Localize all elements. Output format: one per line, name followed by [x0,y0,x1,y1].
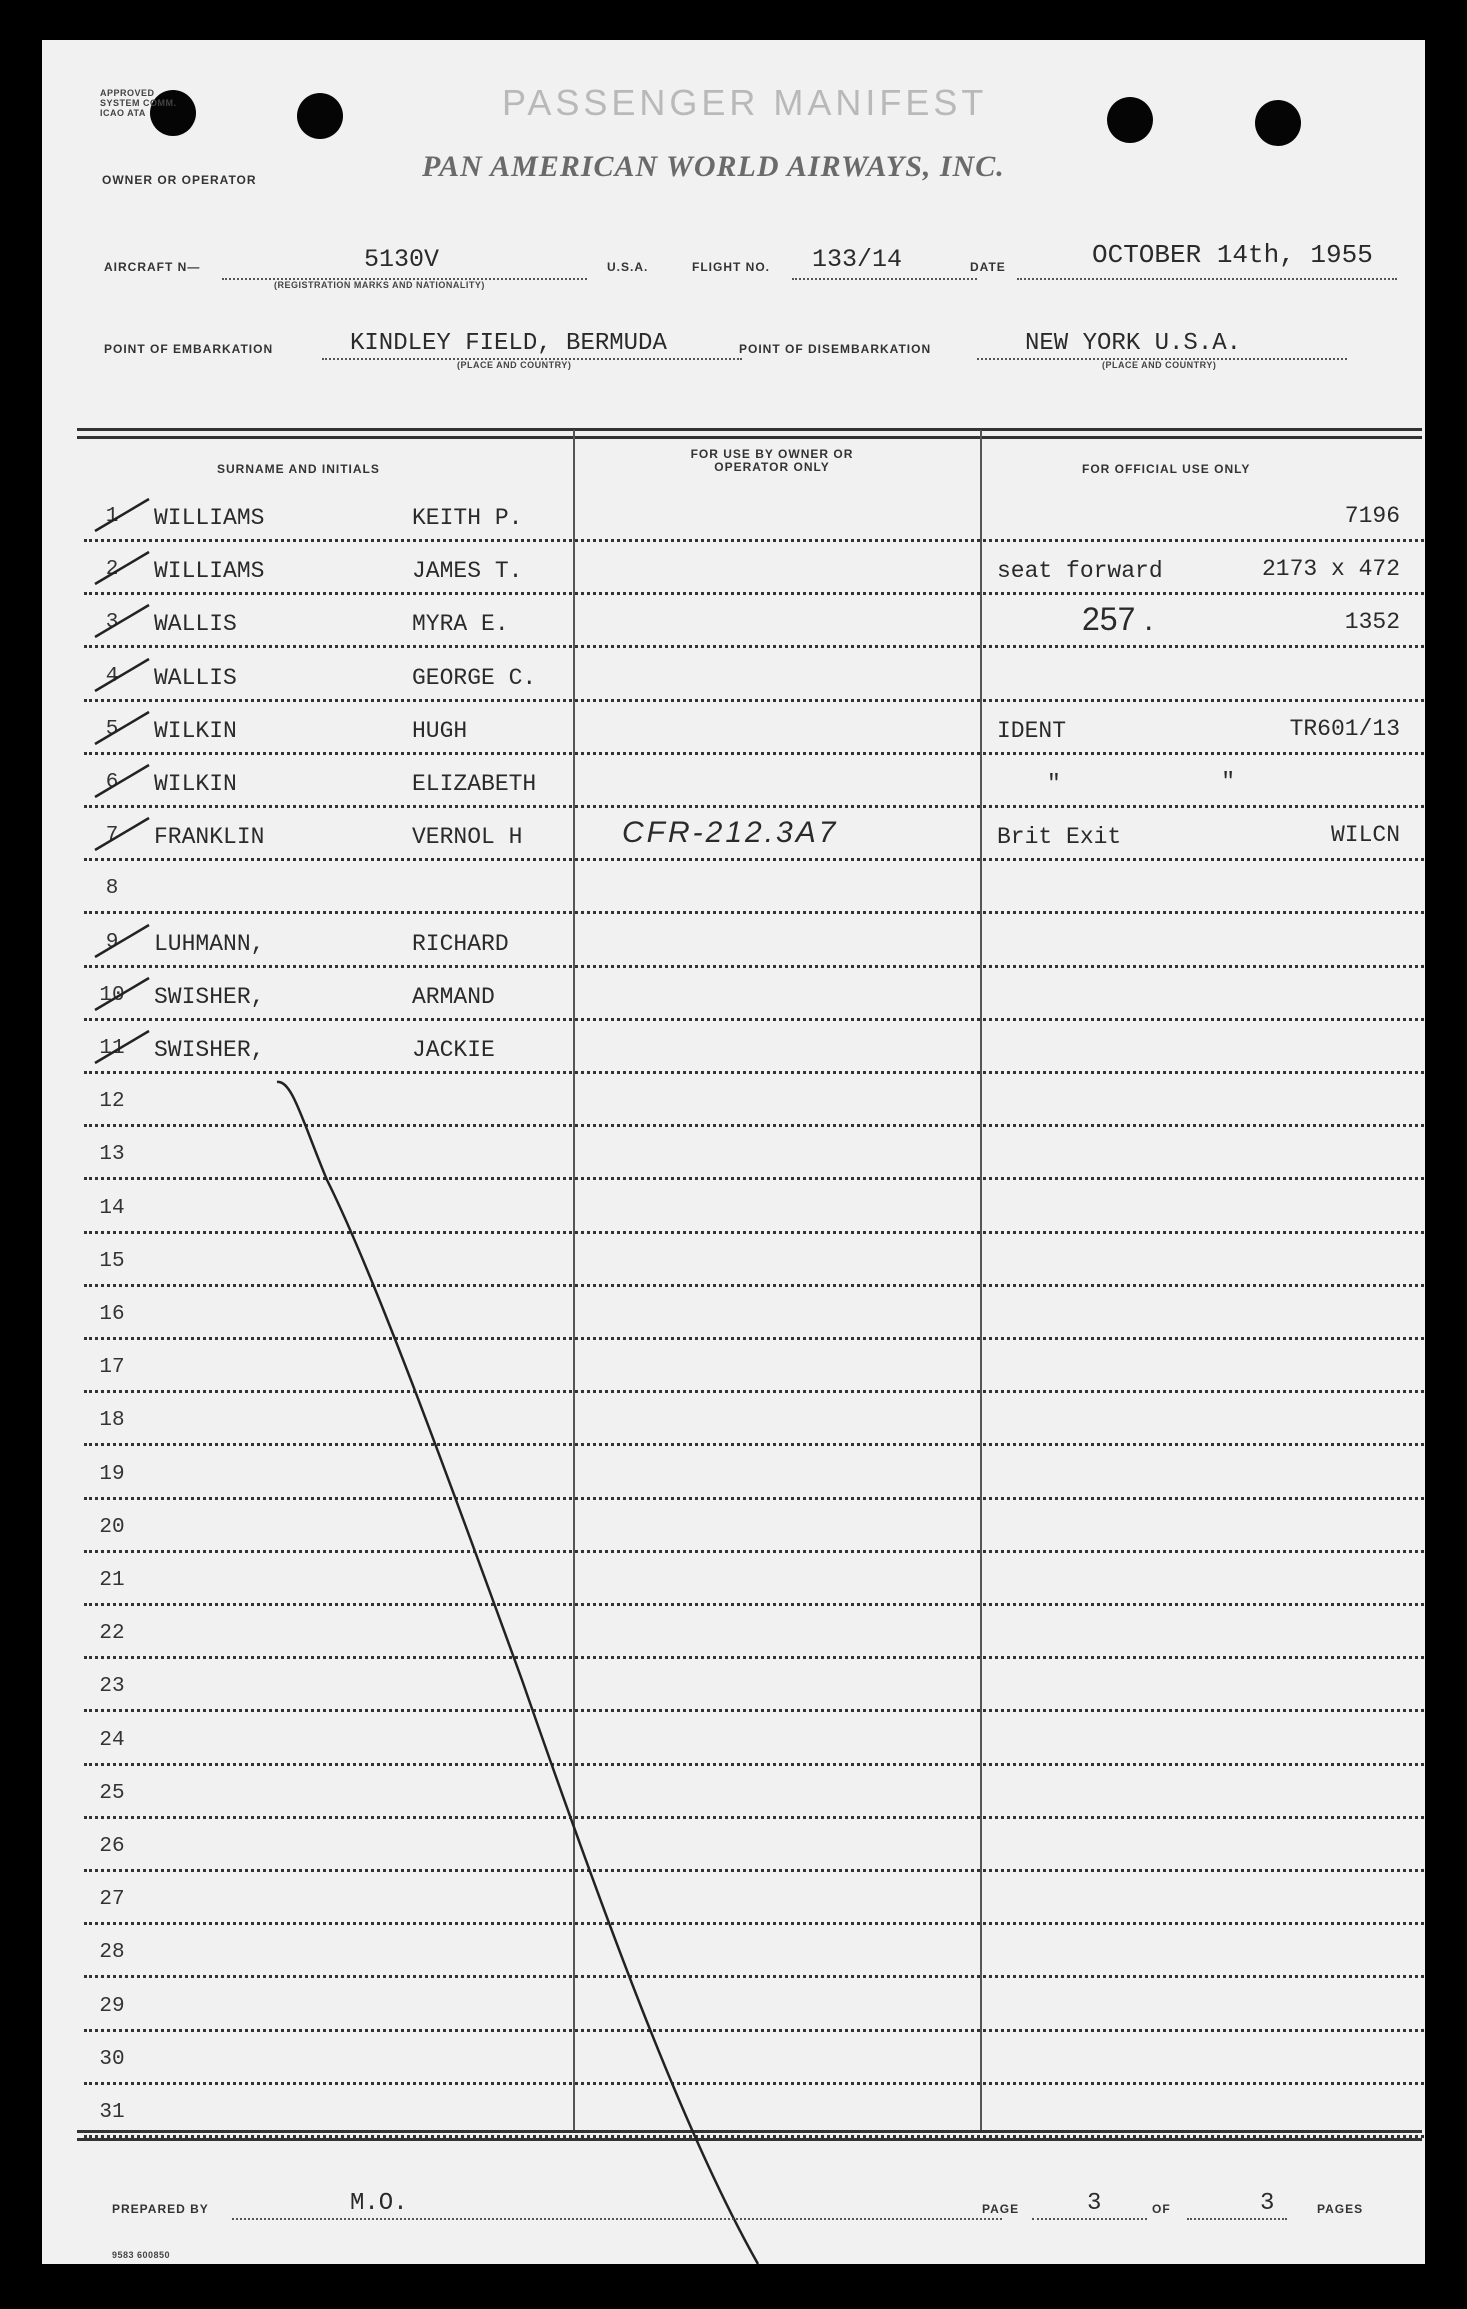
passenger-surname: SWISHER, [154,1037,265,1063]
row-number: 5 [105,718,119,741]
row-number: 4 [105,665,119,688]
official-note-right: WILCN [1330,822,1400,848]
void-strike-line [42,40,1425,2264]
row-number: 21 [99,1569,125,1592]
row-number: 17 [99,1356,125,1379]
disembark-place-caption: (PLACE AND COUNTRY) [1102,360,1217,370]
row-number: 8 [105,877,119,900]
row-number: 10 [99,984,125,1007]
row-number: 16 [99,1303,125,1326]
embark-place-caption: (PLACE AND COUNTRY) [457,360,572,370]
disembarkation-label: POINT OF DISEMBARKATION [739,342,932,356]
passenger-surname: FRANKLIN [154,824,265,850]
owner-column-header: FOR USE BY OWNER OR OPERATOR ONLY [690,447,854,474]
row-number: 15 [99,1250,125,1273]
passenger-initials: ELIZABETH [412,771,537,797]
form-title: PASSENGER MANIFEST [502,82,988,123]
of-label: OF [1152,2202,1171,2216]
flight-date: OCTOBER 14th, 1955 [1092,240,1373,270]
row-number: 23 [99,1675,125,1698]
flight-number: 133/14 [812,245,903,274]
passenger-surname: LUHMANN, [154,931,265,957]
row-number: 30 [99,2048,125,2071]
passenger-initials: RICHARD [412,931,509,957]
usa-label: U.S.A. [607,260,649,274]
passenger-surname: SWISHER, [154,984,265,1010]
row-number: 6 [105,771,119,794]
passenger-initials: GEORGE C. [412,665,537,691]
total-pages: 3 [1260,2190,1275,2217]
official-note-right: TR601/13 [1289,716,1400,742]
row-number: 13 [99,1143,125,1166]
page-label: PAGE [982,2202,1020,2216]
official-note-right: 2173 x 472 [1261,556,1400,582]
official-note-left: " [1047,771,1061,797]
row-number: 25 [99,1782,125,1805]
official-note-right: 7196 [1344,503,1400,529]
embarkation-label: POINT OF EMBARKATION [104,342,274,356]
row-number: 27 [99,1888,125,1911]
passenger-initials: VERNOL H [412,824,523,850]
row-number: 2 [105,558,119,581]
row-number: 3 [105,611,119,634]
row-number: 7 [105,824,119,847]
row-number: 14 [99,1197,125,1220]
embarkation-point: KINDLEY FIELD, BERMUDA [350,330,667,357]
row-number: 18 [99,1409,125,1432]
passenger-surname: WILLIAMS [154,558,265,584]
official-note-left: IDENT [997,718,1067,744]
passenger-surname: WILKIN [154,771,237,797]
row-number: 26 [99,1835,125,1858]
prepared-by-value: M.O. [350,2190,408,2217]
official-note-left: seat forward [997,558,1163,584]
passenger-surname: WALLIS [154,611,237,637]
page-number: 3 [1087,2190,1102,2217]
form-approval-code: APPROVED SYSTEM COMM. ICAO ATA [100,88,177,118]
passenger-surname: WILLIAMS [154,505,265,531]
flight-no-label: FLIGHT NO. [692,260,770,274]
pages-label: PAGES [1317,2202,1364,2216]
operator-note: CFR-212.3A7 [622,816,839,849]
official-note-right: 1352 [1344,609,1400,635]
row-number: 19 [99,1463,125,1486]
row-number: 28 [99,1941,125,1964]
aircraft-label: AIRCRAFT N— [104,260,201,274]
disembarkation-point: NEW YORK U.S.A. [1025,330,1242,357]
row-number: 29 [99,1995,125,2018]
row-number: 20 [99,1516,125,1539]
row-number: 31 [99,2101,125,2124]
company-name: PAN AMERICAN WORLD AIRWAYS, INC. [422,150,1005,183]
date-label: DATE [970,260,1006,274]
form-number: 9583 600850 [112,2250,171,2260]
passenger-initials: MYRA E. [412,611,509,637]
passenger-initials: JACKIE [412,1037,495,1063]
row-number: 9 [105,931,119,954]
row-number: 1 [105,505,119,528]
prepared-by-label: PREPARED BY [112,2202,209,2216]
registration-caption: (REGISTRATION MARKS AND NATIONALITY) [274,280,485,290]
row-number: 22 [99,1622,125,1645]
aircraft-number: 5130V [364,245,440,274]
passenger-initials: ARMAND [412,984,495,1010]
row-number: 11 [99,1037,125,1060]
manifest-sheet [42,40,1425,2264]
passenger-initials: HUGH [412,718,468,744]
passenger-initials: KEITH P. [412,505,523,531]
passenger-surname: WALLIS [154,665,237,691]
owner-operator-label: OWNER OR OPERATOR [102,173,257,187]
official-note-left: 257 . [1082,601,1154,637]
row-number: 24 [99,1729,125,1752]
surname-column-header: SURNAME AND INITIALS [217,462,380,476]
official-column-header: FOR OFFICIAL USE ONLY [1082,462,1251,476]
passenger-initials: JAMES T. [412,558,523,584]
official-note-right: " [1221,769,1235,795]
row-number: 12 [99,1090,125,1113]
passenger-surname: WILKIN [154,718,237,744]
official-note-left: Brit Exit [997,824,1122,850]
